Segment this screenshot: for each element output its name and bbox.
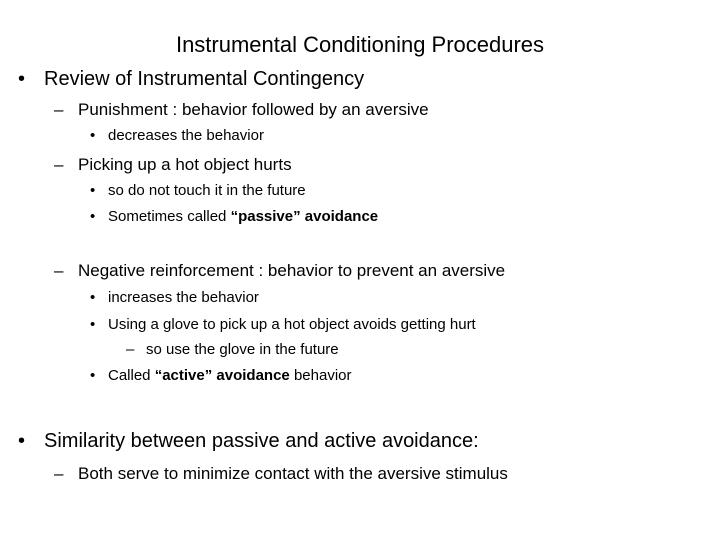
sub-bullet-punishment-text: Punishment : behavior followed by an aversive <box>78 100 429 119</box>
level4-bullet-use-glove <box>126 340 339 360</box>
bullet-marker: • <box>90 289 96 306</box>
dash-marker: – <box>54 100 64 119</box>
sub-sub-bullet-decreases <box>90 126 264 146</box>
dash-marker: – <box>126 341 135 358</box>
sub-bullet-punishment <box>54 99 429 121</box>
dash-marker: – <box>54 261 64 280</box>
sub-sub-bullet-dont-touch-text: so do not touch it in the future <box>108 182 306 199</box>
sub-bullet-both-text: Both serve to minimize contact with the aversive stimulus <box>78 464 508 483</box>
sub-sub-bullet-passive-avoidance <box>90 207 378 227</box>
passive-prefix-text: Sometimes called <box>108 208 231 225</box>
sub-sub-bullet-active-avoidance <box>90 366 352 386</box>
passive-avoidance-term: “passive” avoidance <box>230 208 379 225</box>
active-avoidance-term: “active” avoidance <box>154 367 290 384</box>
sub-bullet-picking-text: Picking up a hot object hurts <box>78 155 292 174</box>
bullet-marker: • <box>90 316 96 333</box>
bullet-marker: • <box>18 430 26 452</box>
bullet-review-text: Review of Instrumental Contingency <box>44 68 365 90</box>
sub-sub-bullet-decreases-text: decreases the behavior <box>108 127 264 144</box>
bullet-marker: • <box>90 367 96 384</box>
bullet-marker: • <box>90 182 96 199</box>
sub-bullet-negative-reinforcement <box>54 260 505 282</box>
bullet-marker: • <box>90 208 96 225</box>
active-suffix-text: behavior <box>289 367 352 384</box>
level4-bullet-use-glove-text: so use the glove in the future <box>146 341 339 358</box>
sub-sub-bullet-increases-text: increases the behavior <box>108 289 259 306</box>
dash-marker: – <box>54 464 64 483</box>
sub-bullet-negative-text: Negative reinforcement : behavior to prevent an aversive <box>78 261 506 280</box>
sub-sub-bullet-dont-touch <box>90 181 306 201</box>
bullet-review <box>18 66 364 92</box>
bullet-marker: • <box>18 68 26 90</box>
bullet-similarity <box>18 428 479 454</box>
sub-bullet-picking <box>54 154 292 176</box>
sub-sub-bullet-glove <box>90 315 476 335</box>
sub-sub-bullet-increases <box>90 288 259 308</box>
sub-sub-bullet-glove-text: Using a glove to pick up a hot object avoids getting hurt <box>108 316 476 333</box>
sub-bullet-both <box>54 463 508 485</box>
bullet-marker: • <box>90 127 96 144</box>
slide-title: Instrumental Conditioning Procedures <box>175 32 545 57</box>
dash-marker: – <box>54 155 64 174</box>
bullet-similarity-text: Similarity between passive and active avoidance: <box>44 430 479 452</box>
active-prefix-text: Called <box>108 367 155 384</box>
